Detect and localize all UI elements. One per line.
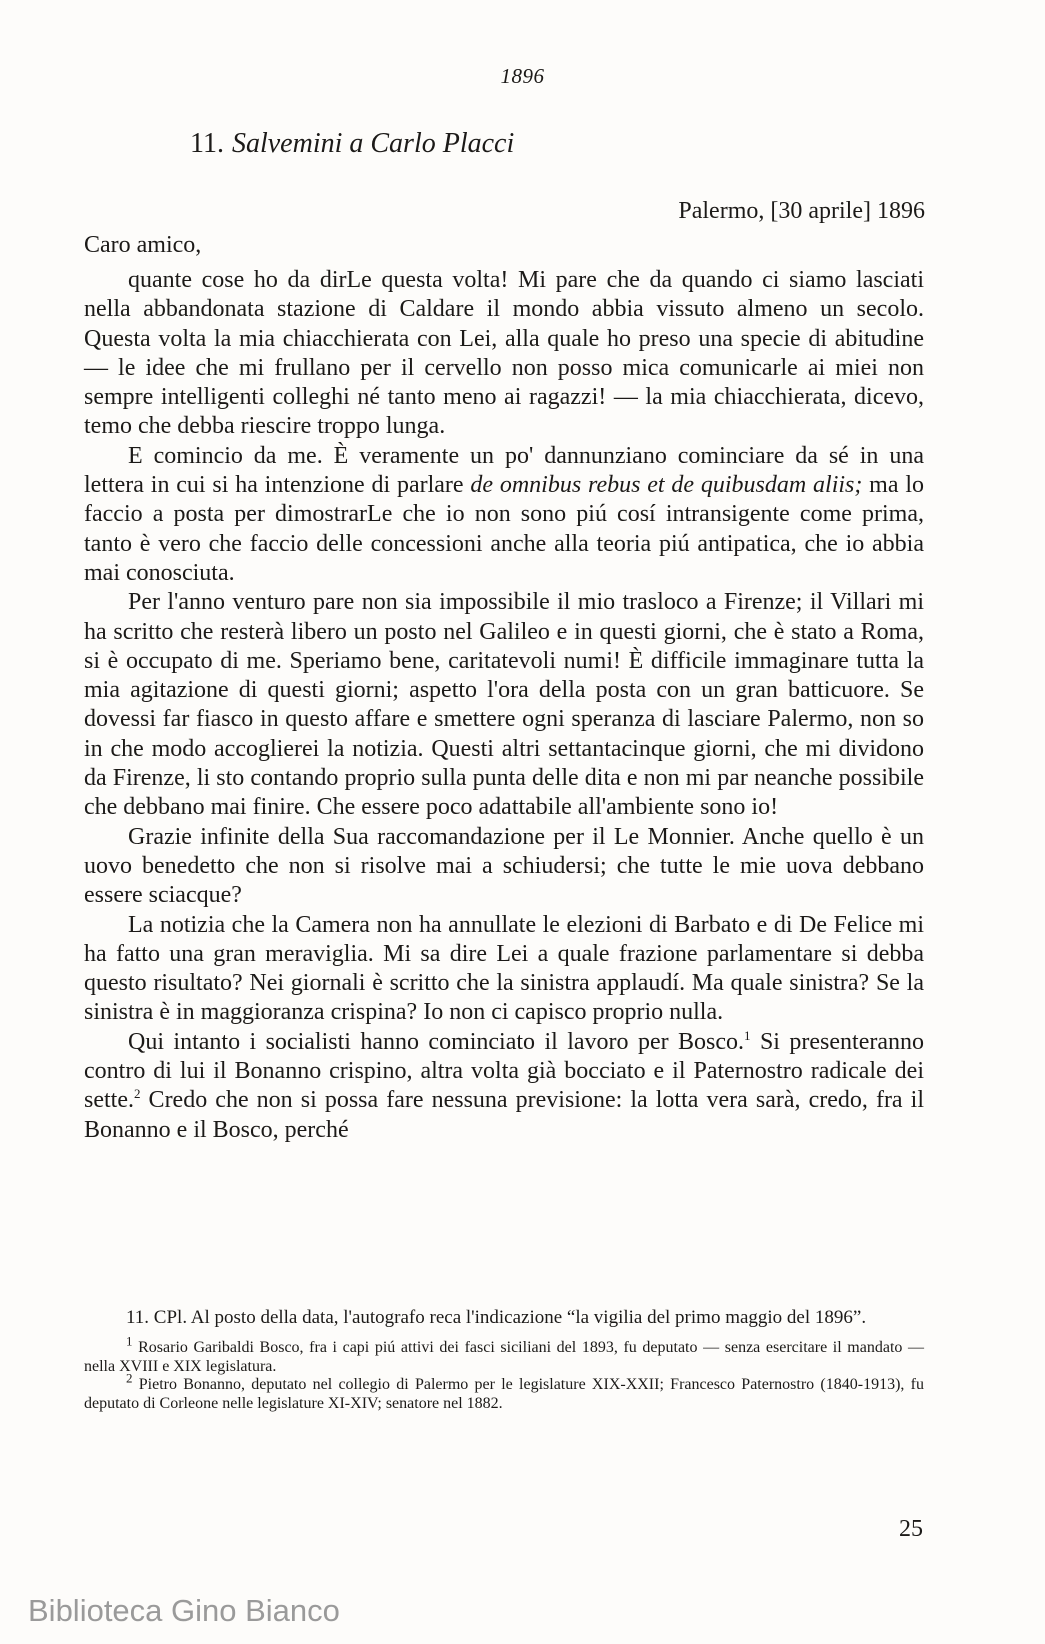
page-number: 25	[899, 1516, 923, 1542]
paragraph-text: Si presenteranno contro di lui il Bonanno crispino, altra volta già bocciato e il Paternostro radicale dei sette.	[84, 1028, 924, 1114]
footnote-ref[interactable]: 2	[133, 1086, 141, 1102]
paragraph	[84, 442, 924, 588]
running-head: 1896	[500, 64, 545, 88]
salutation: Caro amico,	[84, 232, 202, 258]
footnote-text: Rosario Garibaldi Bosco, fra i capi piú attivi dei fasci siciliani del 1893, fu deputato — senza esercitare il mandato — nella XVIII e XIX legislatura.	[84, 1339, 924, 1375]
paragraph: quante cose ho da dirLe questa volta! Mi pare che da quando ci siamo lasciati nella abbandonata stazione di Caldare il mondo abbia vissuto almeno un secolo. Questa volta la mia chiacchierata con Lei, alla quale ho preso una specie di abitudine — le idee che mi frullano per il cervello non posso mica comunicarle ai miei non sempre intelligenti colleghi né tanto meno ai ragazzi! — la mia chiacchierata, dicevo, temo che debba riescire troppo lunga.	[84, 267, 924, 440]
paragraph: Grazie infinite della Sua raccomandazione per il Le Monnier. Anche quello è un uovo benedetto che non si risolve mai a schiudersi; che tutte le mie uova debbano essere sciacque?	[84, 823, 924, 909]
paragraph: La notizia che la Camera non ha annullate le elezioni di Barbato e di De Felice mi ha fatto una gran meraviglia. Mi sa dire Lei a quale frazione parlamentare si debba questo risultato? Nei giornali è scritto che la sinistra applaudí. Ma quale sinistra? Se la sinistra è in maggioranza crispina? Io non ci capisco proprio nulla.	[84, 911, 924, 1026]
footnote	[84, 1370, 924, 1413]
letter-body	[84, 266, 924, 1145]
letter-number: 11.	[190, 128, 224, 159]
paragraph: Per l'anno venturo pare non sia impossibile il mio trasloco a Firenze; il Villari mi ha scritto che resterà libero un posto nel Galileo e in questi giorni, che è stato a Roma, si è occupato di me. Speriamo bene, caritatevoli numi! È difficile immaginare tutta la mia agitazione di questi giorni; aspetto l'ora della posta con un gran batticuore. Se dovessi far fiasco in questo affare e smettere ogni speranza di lasciare Palermo, non so in che modo accoglierei la notizia. Questi altri settantacinque giorni, che mi dividono da Firenze, li sto contando proprio sulla punta delle dita e non mi par neanche possibile che debbano mai finire. Che essere poco adattabile all'ambiente sono io!	[84, 589, 924, 821]
paragraph	[84, 1028, 924, 1145]
footnote	[84, 1333, 924, 1376]
letter-heading: Salvemini a Carlo Placci	[231, 128, 515, 159]
latin-phrase: de omnibus rebus et de quibusdam aliis;	[470, 472, 863, 499]
editorial-note: 11. CPl. Al posto della data, l'autografo reca l'indicazione “la vigilia del primo maggio del 1896”.	[126, 1307, 867, 1328]
footnote-ref[interactable]: 1	[744, 1027, 751, 1043]
footnotes	[84, 1306, 924, 1413]
footnote-marker: 1	[126, 1333, 133, 1349]
library-watermark: Biblioteca Gino Bianco	[28, 1593, 340, 1628]
paragraph-text: Credo che non si possa fare nessuna previsione: la lotta vera sarà, credo, fra il Bonanno e il Bosco, perché	[84, 1087, 924, 1143]
footnote-marker: 2	[126, 1370, 133, 1386]
letter-title	[190, 128, 514, 160]
footnote-text: Pietro Bonanno, deputato nel collegio di Palermo per le legislature XIX-XXII; Francesco Paternostro (1840-1913), fu deputato di Corleone nelle legislature XI-XIV; senatore nel 1882.	[84, 1376, 924, 1412]
place-date: Palermo, [30 aprile] 1896	[678, 198, 925, 224]
paragraph-text: Qui intanto i socialisti hanno cominciato il lavoro per Bosco.	[128, 1028, 745, 1055]
paragraph-text: E comincio da me. È veramente un po' dannunziano cominciare da sé in una lettera in cui si ha intenzione di parlare	[84, 442, 924, 499]
paragraph-text: ma lo faccio a posta per dimostrarLe che io non sono piú cosí intransigente come prima, tanto è vero che faccio delle concessioni anche alla teoria piú antipatica, che io abbia mai conosciuta.	[84, 472, 924, 586]
